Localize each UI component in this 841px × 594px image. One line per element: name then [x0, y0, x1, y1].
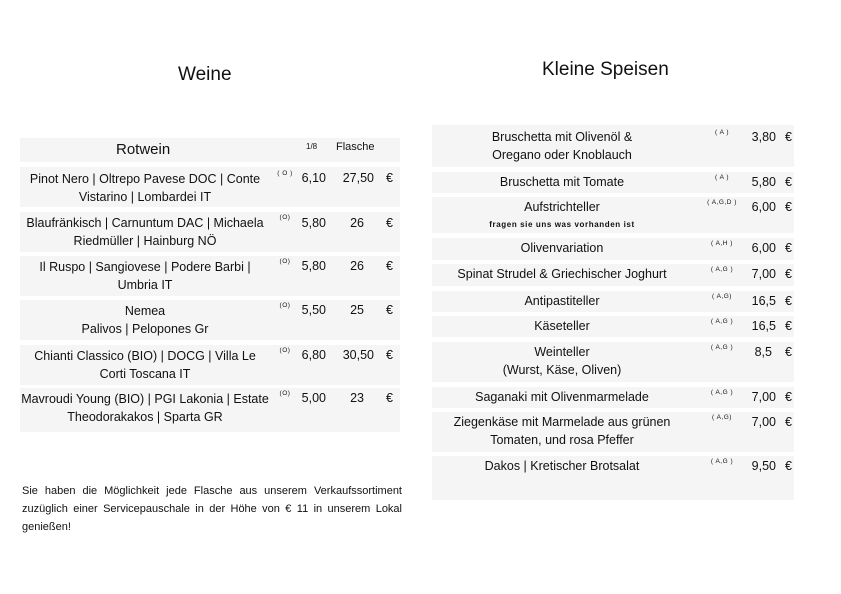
wine-price-eighth: 6,10: [301, 171, 326, 185]
dish-price: 9,50: [751, 459, 776, 473]
dish-price: 6,00: [751, 241, 776, 255]
wine-price-bottle: 26: [350, 216, 364, 230]
wine-name: Blaufränkisch | Carnuntum DAC | Michaela Riedmüller | Hainburg NÖ: [26, 216, 264, 248]
dish-currency: €: [785, 459, 792, 473]
dish-price: 16,5: [751, 319, 776, 333]
wine-price-eighth: 5,80: [301, 259, 326, 273]
dish-price: 16,5: [751, 294, 776, 308]
wine-name: Nemea Palivos | Pelopones Gr: [81, 304, 209, 336]
dish-currency: €: [785, 294, 792, 308]
dish-price: 7,00: [751, 390, 776, 404]
wine-price-eighth: 5,00: [301, 391, 326, 405]
dish-currency: €: [785, 319, 792, 333]
wine-price-eighth: 6,80: [301, 348, 326, 362]
wine-allergen: (O): [279, 390, 291, 397]
dish-name: Weinteller (Wurst, Käse, Oliven): [502, 345, 622, 377]
dish-allergen: ( A,G,D ): [707, 199, 737, 206]
dish-name: Saganaki mit Olivenmarmelade: [475, 390, 649, 404]
dish-name: Antipastiteller: [524, 294, 600, 308]
wine-price-bottle: 23: [350, 391, 364, 405]
wine-price-bottle: 26: [350, 259, 364, 273]
dish-allergen: ( A,G ): [710, 318, 734, 325]
dish-allergen: ( A,G ): [710, 266, 734, 273]
wine-price-bottle: 30,50: [342, 348, 374, 362]
dish-currency: €: [785, 175, 792, 189]
dish-price: 7,00: [751, 415, 776, 429]
column-header-bottle: Flasche: [336, 141, 375, 153]
wine-price-eighth: 5,50: [301, 303, 326, 317]
dish-price: 8,5: [754, 345, 772, 359]
wine-name: Mavroudi Young (BIO) | PGI Lakonia | Estate Theodorakakos | Sparta GR: [21, 392, 269, 424]
dish-allergen: ( A,H ): [711, 240, 733, 247]
dish-price: 3,80: [751, 130, 776, 144]
dish-currency: €: [785, 130, 792, 144]
wine-price-bottle: 27,50: [342, 171, 374, 185]
weine-title: Weine: [178, 64, 232, 85]
wine-name: Chianti Classico (BIO) | DOCG | Villa Le Corti Toscana IT: [34, 349, 256, 381]
wine-allergen: ( O ): [277, 170, 293, 177]
dish-currency: €: [785, 241, 792, 255]
dish-price: 5,80: [751, 175, 776, 189]
dish-allergen: ( A,G): [712, 414, 732, 421]
column-header-eighth: 1/8: [306, 142, 318, 151]
dish-note: fragen sie uns was vorhanden ist: [489, 220, 635, 229]
dish-name: Käseteller: [534, 319, 590, 333]
wine-allergen: (O): [279, 214, 291, 221]
dish-name: Aufstrichteller: [524, 200, 600, 214]
wine-price-eighth: 5,80: [301, 216, 326, 230]
dish-allergen: ( A ): [714, 129, 730, 136]
dish-currency: €: [785, 390, 792, 404]
wine-allergen: (O): [279, 302, 291, 309]
dish-name: Olivenvariation: [520, 241, 604, 255]
dish-currency: €: [785, 345, 792, 359]
wine-currency: €: [386, 216, 393, 230]
dish-price: 7,00: [751, 267, 776, 281]
dish-allergen: ( A,G): [712, 293, 732, 300]
wine-price-bottle: 25: [350, 303, 364, 317]
dish-price: 6,00: [751, 200, 776, 214]
dish-allergen: ( A,G ): [710, 458, 734, 465]
speisen-title: Kleine Speisen: [542, 59, 669, 80]
wine-currency: €: [386, 348, 393, 362]
dish-name: Bruschetta mit Tomate: [499, 175, 625, 189]
wine-currency: €: [386, 303, 393, 317]
dish-allergen: ( A,G ): [710, 389, 734, 396]
corkage-note: Sie haben die Möglichkeit jede Flasche aus unserem Verkaufssortiment zuzüglich einer Servicepauschale in der Höhe von € 11 in unserem Lokal genießen!: [22, 485, 402, 533]
wine-name: Il Ruspo | Sangiovese | Podere Barbi | Umbria IT: [39, 260, 251, 292]
dish-allergen: ( A,G ): [710, 344, 734, 351]
wine-currency: €: [386, 391, 393, 405]
wine-name: Pinot Nero | Oltrepo Pavese DOC | Conte Vistarino | Lombardei IT: [29, 172, 261, 204]
dish-currency: €: [785, 200, 792, 214]
dish-currency: €: [785, 415, 792, 429]
dish-allergen: ( A ): [714, 174, 730, 181]
section-rotwein: Rotwein: [116, 141, 171, 158]
dish-name: Dakos | Kretischer Brotsalat: [484, 459, 640, 473]
wine-allergen: (O): [279, 258, 291, 265]
dish-name: Ziegenkäse mit Marmelade aus grünen Tomaten, und rosa Pfeffer: [453, 415, 671, 447]
wine-currency: €: [386, 259, 393, 273]
dish-currency: €: [785, 267, 792, 281]
dish-name: Bruschetta mit Olivenöl & Oregano oder Knoblauch: [491, 130, 633, 162]
wine-currency: €: [386, 171, 393, 185]
dish-name: Spinat Strudel & Griechischer Joghurt: [457, 267, 667, 281]
wine-allergen: (O): [279, 347, 291, 354]
